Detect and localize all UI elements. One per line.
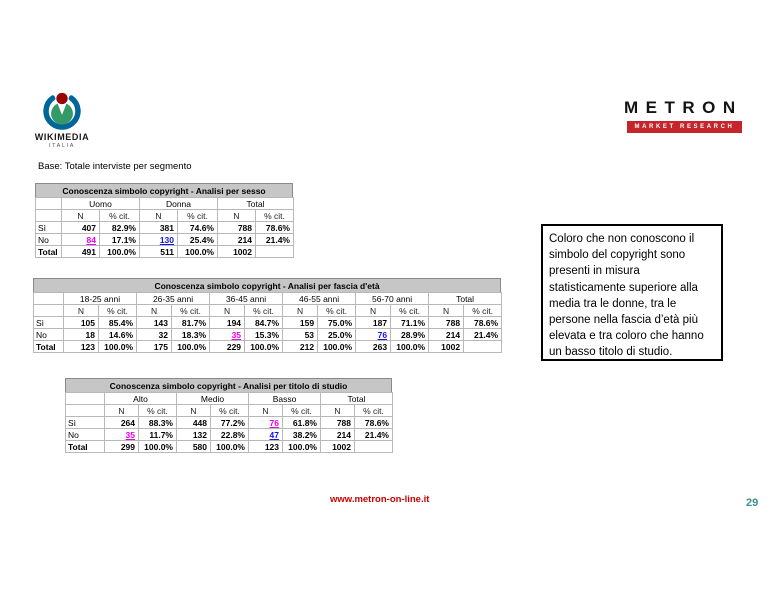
column-subheader: % cit. [211, 405, 249, 417]
column-subheader: % cit. [355, 405, 393, 417]
value-cell: 214 [218, 234, 256, 246]
column-group-header: Total [218, 198, 294, 210]
value-cell: 81.7% [172, 317, 210, 329]
value-cell [464, 341, 502, 353]
value-cell: 100.0% [99, 341, 137, 353]
table-row [34, 329, 502, 341]
value-cell: 18 [64, 329, 99, 341]
table-row [66, 441, 393, 453]
column-group-header: Basso [249, 393, 321, 405]
column-subheader: % cit. [391, 305, 429, 317]
value-cell: 78.6% [464, 317, 502, 329]
value-cell: 21.4% [464, 329, 502, 341]
value-cell [256, 246, 294, 258]
column-subheader: % cit. [178, 210, 218, 222]
table-row [66, 429, 393, 441]
corner-cell [66, 393, 105, 405]
table-eta-grid [33, 292, 502, 353]
value-cell: 22.8% [211, 429, 249, 441]
value-cell: 214 [429, 329, 464, 341]
table-row [66, 417, 393, 429]
value-cell: 25.0% [318, 329, 356, 341]
row-label: Sì [36, 222, 62, 234]
column-subheader: N [321, 405, 355, 417]
column-group-header: Donna [140, 198, 218, 210]
column-subheader: % cit. [256, 210, 294, 222]
value-cell: 229 [210, 341, 245, 353]
value-cell: 511 [140, 246, 178, 258]
value-cell: 100.0% [178, 246, 218, 258]
value-cell: 159 [283, 317, 318, 329]
value-cell: 11.7% [139, 429, 177, 441]
metron-tagline: MARKET RESEARCH [634, 124, 735, 130]
value-cell: 21.4% [256, 234, 294, 246]
metron-tagline-bar [627, 121, 742, 133]
value-cell: 21.4% [355, 429, 393, 441]
value-cell: 580 [177, 441, 211, 453]
value-cell [355, 441, 393, 453]
column-group-header: Medio [177, 393, 249, 405]
column-subheader: % cit. [172, 305, 210, 317]
value-cell: 100.0% [139, 441, 177, 453]
value-cell: 187 [356, 317, 391, 329]
column-subheader: % cit. [318, 305, 356, 317]
table-row [36, 246, 294, 258]
value-cell: 100.0% [283, 441, 321, 453]
value-cell: 100.0% [172, 341, 210, 353]
corner-cell [36, 198, 62, 210]
value-cell: 18.3% [172, 329, 210, 341]
value-cell: 61.8% [283, 417, 321, 429]
row-label: No [34, 329, 64, 341]
table-eta-title: Conoscenza simbolo copyright - Analisi per fascia d'età [33, 278, 501, 292]
column-subheader: N [177, 405, 211, 417]
value-cell: 132 [177, 429, 211, 441]
table-studio-grid [65, 392, 393, 453]
annotation-text: Coloro che non conoscono il simbolo del copyright sono presenti in misura statisticamente superiore alla media tra le donne, tra le persone nella fascia d’età più elevata e tra coloro che hanno un basso titolo di studio. [549, 233, 704, 359]
corner-cell [36, 210, 62, 222]
corner-cell [66, 405, 105, 417]
column-subheader: N [64, 305, 99, 317]
column-subheader: N [429, 305, 464, 317]
column-subheader: N [105, 405, 139, 417]
value-cell: 130 [140, 234, 178, 246]
row-label: Sì [34, 317, 64, 329]
value-cell: 84 [62, 234, 100, 246]
column-subheader: N [140, 210, 178, 222]
annotation-box [541, 224, 723, 361]
table-row [36, 234, 294, 246]
value-cell: 123 [64, 341, 99, 353]
row-label: Total [36, 246, 62, 258]
column-subheader: % cit. [464, 305, 502, 317]
column-group-header: Alto [105, 393, 177, 405]
value-cell: 78.6% [355, 417, 393, 429]
column-subheader: N [62, 210, 100, 222]
column-subheader: % cit. [99, 305, 137, 317]
value-cell: 88.3% [139, 417, 177, 429]
column-subheader: % cit. [245, 305, 283, 317]
base-note: Base: Totale interviste per segmento [38, 161, 192, 172]
column-subheader: % cit. [100, 210, 140, 222]
column-subheader: % cit. [283, 405, 321, 417]
value-cell: 74.6% [178, 222, 218, 234]
row-label: No [36, 234, 62, 246]
table-row [34, 317, 502, 329]
value-cell: 264 [105, 417, 139, 429]
value-cell: 123 [249, 441, 283, 453]
column-group-header: 36-45 anni [210, 293, 283, 305]
row-label: Sì [66, 417, 105, 429]
value-cell: 448 [177, 417, 211, 429]
column-group-header: Total [321, 393, 393, 405]
corner-cell [34, 293, 64, 305]
value-cell: 82.9% [100, 222, 140, 234]
value-cell: 175 [137, 341, 172, 353]
value-cell: 25.4% [178, 234, 218, 246]
column-group-header: Total [429, 293, 502, 305]
value-cell: 788 [218, 222, 256, 234]
table-sesso-grid [35, 197, 294, 258]
value-cell: 1002 [218, 246, 256, 258]
page-number: 29 [746, 497, 759, 509]
column-subheader: N [283, 305, 318, 317]
corner-cell [34, 305, 64, 317]
table-eta [33, 278, 501, 353]
value-cell: 100.0% [211, 441, 249, 453]
column-group-header: 56-70 anni [356, 293, 429, 305]
wikimedia-logo [28, 88, 96, 149]
value-cell: 105 [64, 317, 99, 329]
value-cell: 100.0% [245, 341, 283, 353]
column-subheader: N [356, 305, 391, 317]
value-cell: 35 [105, 429, 139, 441]
value-cell: 32 [137, 329, 172, 341]
value-cell: 28.9% [391, 329, 429, 341]
wikimedia-mark-icon [41, 88, 83, 130]
value-cell: 143 [137, 317, 172, 329]
value-cell: 78.6% [256, 222, 294, 234]
value-cell: 47 [249, 429, 283, 441]
value-cell: 788 [429, 317, 464, 329]
column-group-header: 46-55 anni [283, 293, 356, 305]
value-cell: 17.1% [100, 234, 140, 246]
metron-wordmark: METRON [624, 98, 743, 117]
value-cell: 100.0% [100, 246, 140, 258]
table-sesso [35, 183, 293, 258]
column-subheader: N [137, 305, 172, 317]
value-cell: 407 [62, 222, 100, 234]
footer-url-link[interactable]: www.metron-on-line.it [330, 494, 430, 505]
value-cell: 71.1% [391, 317, 429, 329]
value-cell: 1002 [321, 441, 355, 453]
metron-logo [621, 98, 757, 133]
value-cell: 75.0% [318, 317, 356, 329]
wikimedia-italia-label: ITALIA [48, 143, 75, 149]
value-cell: 263 [356, 341, 391, 353]
value-cell: 84.7% [245, 317, 283, 329]
table-studio [65, 378, 392, 453]
value-cell: 85.4% [99, 317, 137, 329]
value-cell: 214 [321, 429, 355, 441]
wikimedia-wordmark: WIKIMEDIA [34, 132, 90, 142]
value-cell: 299 [105, 441, 139, 453]
column-subheader: N [218, 210, 256, 222]
value-cell: 14.6% [99, 329, 137, 341]
value-cell: 100.0% [318, 341, 356, 353]
column-subheader: N [249, 405, 283, 417]
value-cell: 77.2% [211, 417, 249, 429]
value-cell: 212 [283, 341, 318, 353]
table-row [34, 341, 502, 353]
value-cell: 1002 [429, 341, 464, 353]
column-group-header: Uomo [62, 198, 140, 210]
row-label: Total [66, 441, 105, 453]
column-subheader: N [210, 305, 245, 317]
row-label: Total [34, 341, 64, 353]
table-sesso-title: Conoscenza simbolo copyright - Analisi per sesso [35, 183, 293, 197]
column-group-header: 18-25 anni [64, 293, 137, 305]
value-cell: 788 [321, 417, 355, 429]
value-cell: 35 [210, 329, 245, 341]
table-row [36, 222, 294, 234]
value-cell: 100.0% [391, 341, 429, 353]
value-cell: 38.2% [283, 429, 321, 441]
value-cell: 15.3% [245, 329, 283, 341]
value-cell: 194 [210, 317, 245, 329]
value-cell: 76 [249, 417, 283, 429]
column-subheader: % cit. [139, 405, 177, 417]
value-cell: 381 [140, 222, 178, 234]
value-cell: 53 [283, 329, 318, 341]
column-group-header: 26-35 anni [137, 293, 210, 305]
value-cell: 76 [356, 329, 391, 341]
row-label: No [66, 429, 105, 441]
value-cell: 491 [62, 246, 100, 258]
table-studio-title: Conoscenza simbolo copyright - Analisi per titolo di studio [65, 378, 392, 392]
